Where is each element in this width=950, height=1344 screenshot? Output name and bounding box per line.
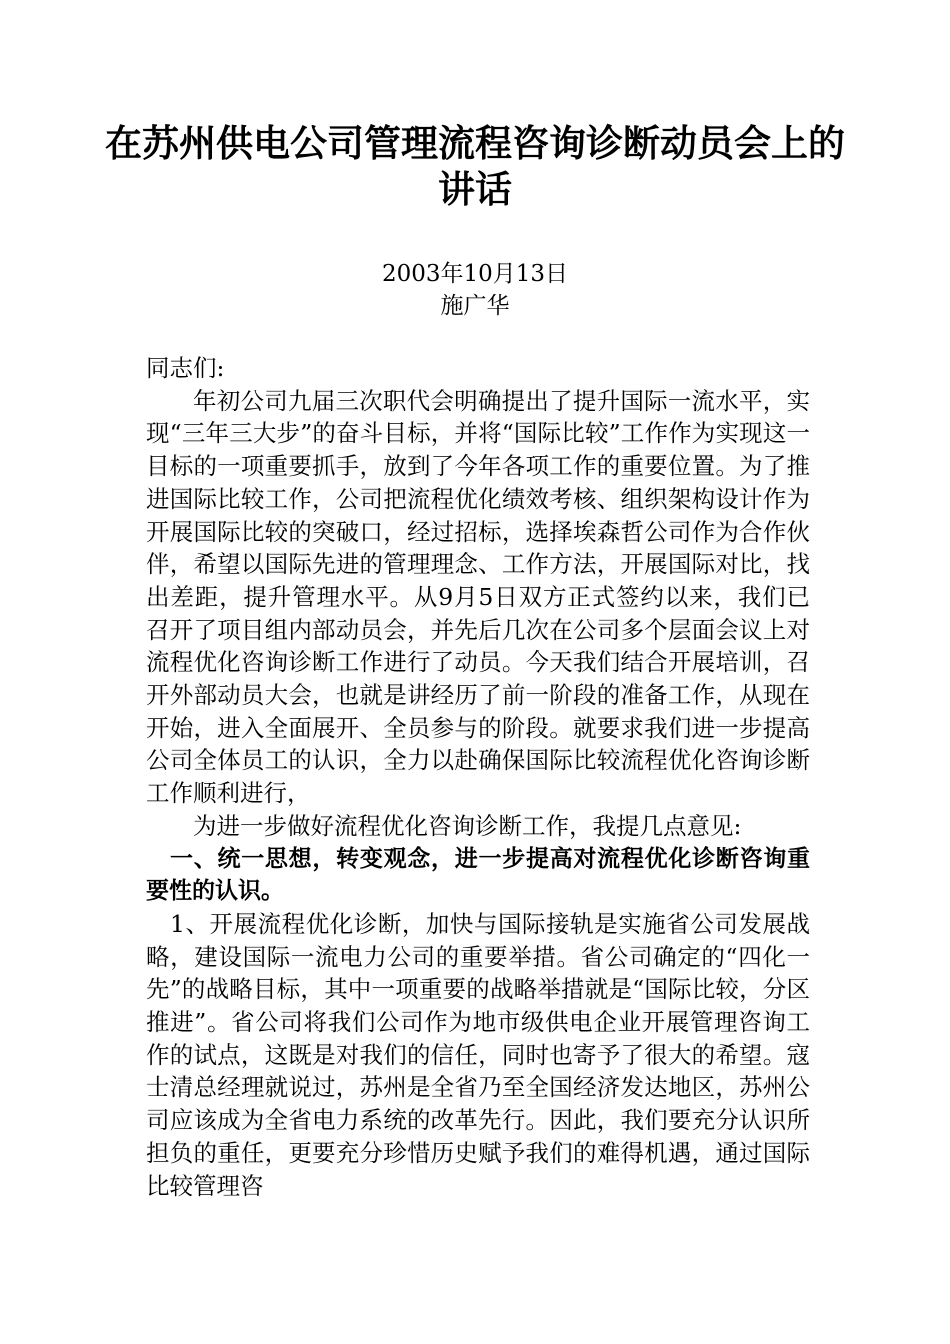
body-paragraph: 为进一步做好流程优化咨询诊断工作，我提几点意见:: [193, 811, 742, 840]
document-body: [146, 352, 810, 1202]
salutation: 同志们:: [146, 354, 225, 382]
document-date: 2003年10月13日: [381, 261, 569, 287]
document-meta: [100, 258, 850, 322]
document-author: 施广华: [440, 293, 510, 319]
body-paragraph: 1、开展流程优化诊断，加快与国际接轨是实施省公司发展战略，建设国际一流电力公司的重要举措。省公司确定的“四化一先”的战略目标，其中一项重要的战略举措就是“国际比较，分区推进”。省公司将我们公司作为地市级供电企业开展管理咨询工作的试点，这既是对我们的信任，同时也寄予了很大的希望。寇士清总经理就说过，苏州是全省乃至全国经济发达地区，苏州公司应该成为全省电力系统的改革先行。因此，我们要充分认识所担负的重任，更要充分珍惜历史赋予我们的难得机遇，通过国际比较管理咨: [146, 909, 810, 1200]
document-title: 在苏州供电公司管理流程咨询诊断动员会上的讲话: [105, 121, 845, 211]
body-paragraph: 年初公司九届三次职代会明确提出了提升国际一流水平，实现“三年三大步”的奋斗目标，并将“国际比较”工作作为实现这一目标的一项重要抓手，放到了今年各项工作的重要位置。为了推进国际比较工作，公司把流程优化绩效考核、组织架构设计作为开展国际比较的突破口，经过招标，选择埃森哲公司作为合作伙伴，希望以国际先进的管理理念、工作方法，开展国际对比，找出差距，提升管理水平。从9月5日双方正式签约以来，我们已召开了项目组内部动员会，并先后几次在公司多个层面会议上对流程优化咨询诊断工作进行了动员。今天我们结合开展培训，召开外部动员大会，也就是讲经历了前一阶段的准备工作，从现在开始，进入全面展开、全员参与的阶段。就要求我们进一步提高公司全体员工的认识，全力以赴确保国际比较流程优化咨询诊断工作顺利进行，: [146, 386, 810, 808]
section-heading: 一、统一思想，转变观念，进一步提高对流程优化诊断咨询重要性的认识。: [146, 845, 810, 905]
